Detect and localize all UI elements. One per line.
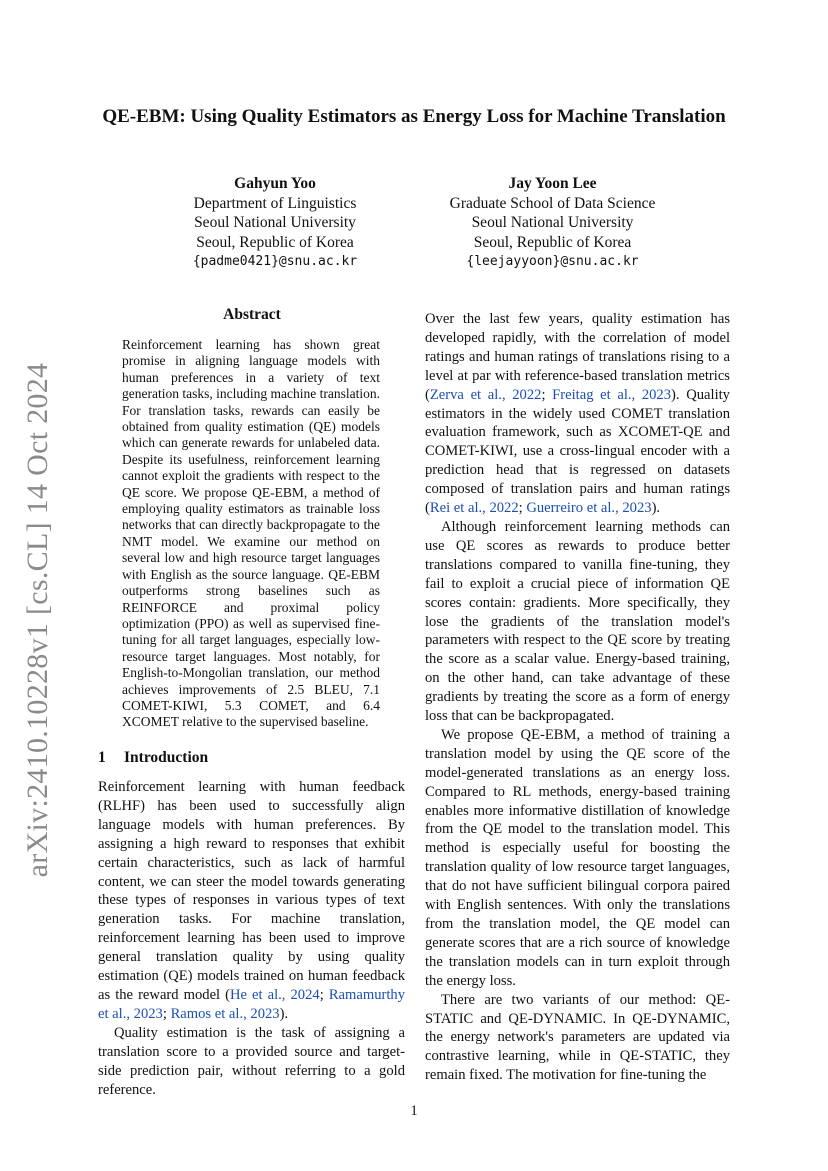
author-email: {leejayyoon}@snu.ac.kr <box>466 254 639 270</box>
paragraph <box>425 310 730 518</box>
paragraph-text: Over the last few years, quality estimation has developed rapidly, with the correlation of model ratings and human ratings of translations rising to a level at par with reference-based translation metrics ( <box>425 311 730 403</box>
section-heading <box>98 748 208 768</box>
right-column <box>425 310 730 1085</box>
citation-separator: ; <box>518 500 527 517</box>
paragraph: We propose QE-EBM, a method of training a translation model by using the QE score of the model-generated translations as an energy loss. Compared to RL methods, energy-based training enables more informative distillation of knowledge from the QE model to the translation model. This method is especially useful for boosting the translation quality of low resource target languages, that do not have sufficient bilingual corpora paired with English sentences. With only the translations from the translation model, the QE model can generate scores that are a rich source of knowledge the translation models can in turn exploit through the energy loss. <box>425 726 730 989</box>
paragraph <box>98 778 405 1024</box>
author-location: Seoul, Republic of Korea <box>196 233 354 251</box>
arxiv-stamp-text: arXiv:2410.10228v1 [cs.CL] 14 Oct 2024 <box>21 362 54 878</box>
paragraph-text: ). <box>279 1005 289 1022</box>
abstract-heading: Abstract <box>223 306 281 323</box>
paragraph-text: ). <box>651 500 661 517</box>
author-name: Gahyun Yoo <box>234 175 316 192</box>
citation-link[interactable]: He et al., 2024 <box>230 986 320 1003</box>
paragraph: Although reinforcement learning methods can use QE scores as rewards to produce better translations compared to vanilla fine-tuning, they fail to exploit a crucial piece of information QE scores contain: gradients. More specifically, they lose the gradients of the translation model's parameters with respect to the QE score by treating the score as a scalar value. Energy-based training, on the other hand, can take advantage of these gradients by treating the score as a form of energy loss that can be backpropagated. <box>425 518 730 725</box>
author-email: {padme0421}@snu.ac.kr <box>192 254 358 270</box>
author-block-1 <box>160 174 390 272</box>
citation-link[interactable]: Zerva et al., 2022 <box>429 386 542 403</box>
author-institution: Seoul National University <box>194 214 356 232</box>
citation-link[interactable]: Rei et al., 2022 <box>429 500 519 517</box>
author-affiliation: Department of Linguistics <box>193 194 357 212</box>
author-affiliation: Graduate School of Data Science <box>449 194 656 212</box>
left-column <box>98 778 405 1099</box>
section-number: 1 <box>98 749 106 766</box>
citation-separator: ; <box>541 386 553 403</box>
paragraph: Quality estimation is the task of assigning a translation score to a provided source and target-side prediction pair, without referring to a gold reference. <box>98 1024 405 1098</box>
citation-link[interactable]: Freitag et al., 2023 <box>552 386 672 403</box>
paper-title: QE-EBM: Using Quality Estimators as Energy Loss for Machine Translation <box>102 106 726 127</box>
citation-separator: ; <box>162 1005 171 1022</box>
citation-link[interactable]: Ramamurthy et al., 2023 <box>98 986 406 1022</box>
paragraph-text: ). Quality estimators in the widely used COMET translation evaluation framework, such as XCOMET-QE and COMET-KIWI, use a cross-lingual encoder with a prediction head that is regressed on datasets composed of translation pairs and human ratings ( <box>425 386 730 517</box>
abstract-text: Reinforcement learning has shown great promise in aligning language models with human preferences in a variety of text generation tasks, including machine translation. For translation tasks, rewards can easily be obtained from quality estimation (QE) models which can generate rewards for unlabeled data. Despite its usefulness, reinforcement learning cannot exploit the gradients with respect to the QE score. We propose QE-EBM, a method of employing quality estimators as trainable loss networks that can directly backpropagate to the NMT model. We examine our method on several low and high resource target languages with English as the source language. QE-EBM outperforms strong baselines such as REINFORCE and proximal policy optimization (PPO) as well as supervised fine-tuning for all target languages, especially low-resource target languages. Most notably, for English-to-Mongolian translation, our method achieves improvements of 2.5 BLEU, 7.1 COMET-KIWI, 5.3 COMET, and 6.4 XCOMET relative to the supervised baseline. <box>122 337 380 730</box>
citation-link[interactable]: Guerreiro et al., 2023 <box>526 500 652 517</box>
paragraph: There are two variants of our method: QE-STATIC and QE-DYNAMIC. In QE-DYNAMIC, the energy network's parameters are updated via contrastive learning, while in QE-STATIC, they remain fixed. The motivation for fine-tuning the <box>425 991 730 1084</box>
paragraph-text: Reinforcement learning with human feedback (RLHF) has been used to successfully align language models with human preferences. By assigning a high reward to responses that exhibit certain characteristics, such as lack of harmful content, we can steer the model towards generating these types of responses in various types of text generation tasks. For machine translation, reinforcement learning has been used to improve general translation quality by using quality estimation (QE) models trained on human feedback as the reward model ( <box>98 779 405 1003</box>
section-title: Introduction <box>124 749 209 766</box>
author-block-2 <box>425 174 680 272</box>
citation-link[interactable]: Ramos et al., 2023 <box>170 1005 280 1022</box>
author-location: Seoul, Republic of Korea <box>473 233 632 251</box>
author-name: Jay Yoon Lee <box>508 175 597 192</box>
author-institution: Seoul National University <box>471 214 634 232</box>
page-number: 1 <box>410 1103 418 1119</box>
citation-separator: ; <box>319 986 329 1003</box>
